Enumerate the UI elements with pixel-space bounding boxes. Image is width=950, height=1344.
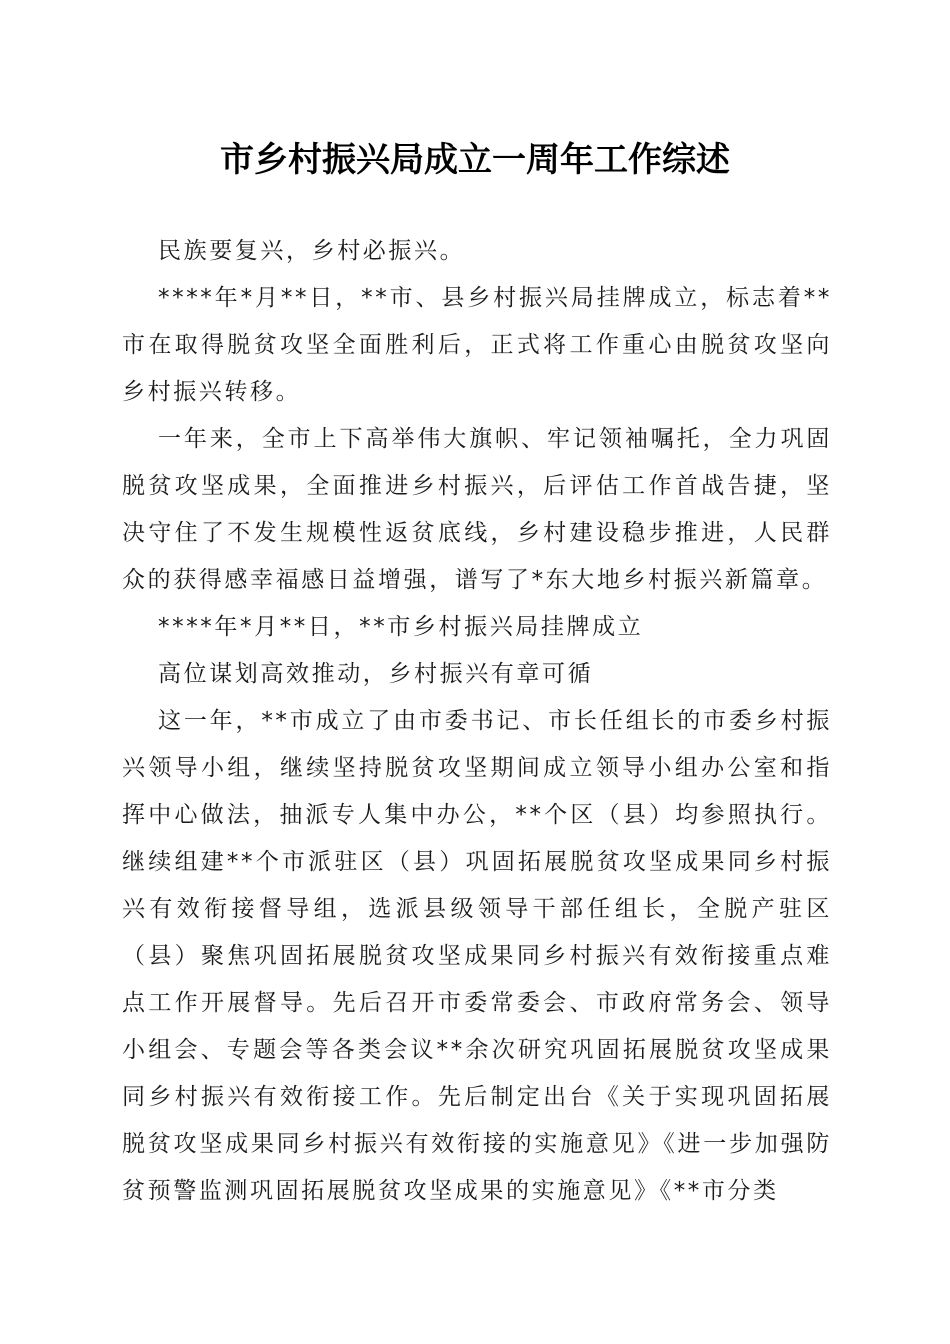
paragraph: 一年来，全市上下高举伟大旗帜、牢记领袖嘱托，全力巩固脱贫攻坚成果，全面推进乡村振兴，后评估工作首战告捷，坚决守住了不发生规模性返贫底线，乡村建设稳步推进，人民群众的获得感幸福感日益增强，谱写了*东大地乡村振兴新篇章。 bbox=[122, 426, 832, 593]
paragraph: ****年*月**日，**市、县乡村振兴局挂牌成立，标志着**市在取得脱贫攻坚全面胜利后，正式将工作重心由脱贫攻坚向乡村振兴转移。 bbox=[122, 285, 832, 405]
paragraph: 民族要复兴，乡村必振兴。 bbox=[158, 238, 466, 264]
document-body bbox=[122, 228, 832, 1215]
section-heading: 高位谋划高效推动，乡村振兴有章可循 bbox=[158, 661, 594, 687]
paragraph: 这一年，**市成立了由市委书记、市长任组长的市委乡村振兴领导小组，继续坚持脱贫攻坚期间成立领导小组办公室和指挥中心做法，抽派专人集中办公，**个区（县）均参照执行。继续组建**个市派驻区（县）巩固拓展脱贫攻坚成果同乡村振兴有效衔接督导组，选派县级领导干部任组长，全脱产驻区（县）聚焦巩固拓展脱贫攻坚成果同乡村振兴有效衔接重点难点工作开展督导。先后召开市委常委会、市政府常务会、领导小组会、专题会等各类会议**余次研究巩固拓展脱贫攻坚成果同乡村振兴有效衔接工作。先后制定出台《关于实现巩固拓展脱贫攻坚成果同乡村振兴有效衔接的实施意见》《进一步加强防贫预警监测巩固拓展脱贫攻坚成果的实施意见》《**市分类 bbox=[122, 708, 832, 1204]
paragraph: ****年*月**日，**市乡村振兴局挂牌成立 bbox=[158, 614, 644, 640]
document-title: 市乡村振兴局成立一周年工作综述 bbox=[220, 140, 730, 180]
